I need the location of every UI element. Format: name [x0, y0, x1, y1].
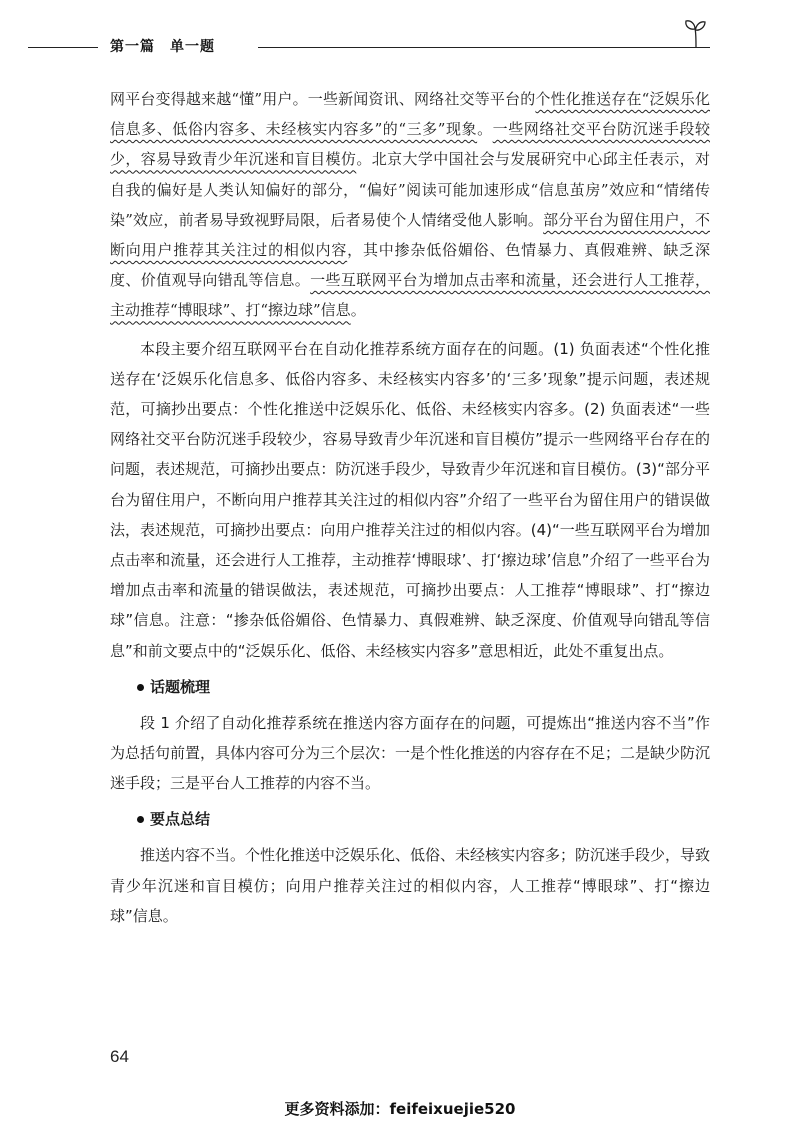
topic-section-body: 段 1 介绍了自动化推荐系统在推送内容方面存在的问题，可提炼出“推送内容不当”作为总括句前置，具体内容可分为三个层次：一是个性化推送的内容存在不足；二是缺少防沉迷手段；三是平台人工推荐的内容不当。: [110, 713, 711, 793]
text-segment: 。: [477, 120, 493, 139]
text-segment: ，其中掺杂低俗媚俗、色情暴力、真假难辨、缺乏深度、价值观导向错乱等信息。: [110, 241, 710, 290]
source-material-paragraph: [110, 84, 710, 326]
header-rule-right: [258, 47, 710, 48]
text-segment: 。: [350, 301, 366, 320]
bullet-icon: [137, 684, 144, 691]
text-segment: 。北京大学中国社会与发展研究中心邱主任表示，对自我的偏好是人类认知偏好的部分，“偏好”阅读可能加速形成“信息茧房”效应和“情绪传染”效应，前者易导致视野局限，后者易使个人情绪受他人影响。: [110, 150, 710, 229]
topic-section-heading: 话题梳理: [110, 672, 710, 702]
sprout-icon: [683, 18, 709, 48]
header-title: 第一篇 单一题: [110, 39, 215, 55]
wavy-underlined-segment: 一些互联网平台为增加点击率和流量，还会进行人工推荐，主动推荐“博眼球”、打“擦边球”信息: [110, 271, 710, 320]
main-content: [110, 84, 710, 931]
analysis-paragraph: 本段主要介绍互联网平台在自动化推荐系统方面存在的问题。(1) 负面表述“个性化推送存在‘泛娱乐化信息多、低俗内容多、未经核实内容多’的‘三多’现象”提示问题，表述规范，可摘抄出要点：个性化推送中泛娱乐化、低俗、未经核实内容多。(2) 负面表述“一些网络社交平台防沉迷手段较少，容易导致青少年沉迷和盲目模仿”提示一些网络平台存在的问题，表述规范，可摘抄出要点：防沉迷手段少，导致青少年沉迷和盲目模仿。(3)“部分平台为留住用户，不断向用户推荐其关注过的相似内容”介绍了一些平台为留住用户的错误做法，表述规范，可摘抄出要点：向用户推荐关注过的相似内容。(4)“一些互联网平台为增加点击率和流量，还会进行人工推荐，主动推荐‘博眼球’、打‘擦边球’信息”介绍了一些平台为增加点击率和流量的错误做法，表述规范，可摘抄出要点：人工推荐“博眼球”、打“擦边球”信息。注意：“掺杂低俗媚俗、色情暴力、真假难辨、缺乏深度、价值观导向错乱等信息”和前文要点中的“泛娱乐化、低俗、未经核实内容多”意思相近，此处不重复出点。: [110, 339, 710, 660]
header-rule-left: [28, 47, 98, 48]
text-segment: 网平台变得越来越“懂”用户。一些新闻资讯、网络社交等平台的: [110, 90, 536, 108]
footer-note: 更多资料添加：feifeixuejie520: [284, 1100, 516, 1118]
wavy-underlined-segment: 个性化推送存在“泛娱乐化信息多、低俗内容多、未经核实内容多”的“三多”现象: [110, 90, 710, 139]
wavy-underlined-segment: 部分平台为留住用户，不断向用户推荐其关注过的相似内容: [110, 210, 710, 260]
summary-section-heading: 要点总结: [110, 804, 710, 834]
summary-section-body: 推送内容不当。个性化推送中泛娱乐化、低俗、未经核实内容多；防沉迷手段少，导致青少年沉迷和盲目模仿；向用户推荐关注过的相似内容，人工推荐“博眼球”、打“擦边球”信息。: [110, 846, 711, 925]
page-header: [28, 36, 718, 58]
wavy-underlined-segment: 一些网络社交平台防沉迷手段较少，容易导致青少年沉迷和盲目模仿: [110, 120, 710, 169]
page-number: 64: [110, 1047, 129, 1066]
